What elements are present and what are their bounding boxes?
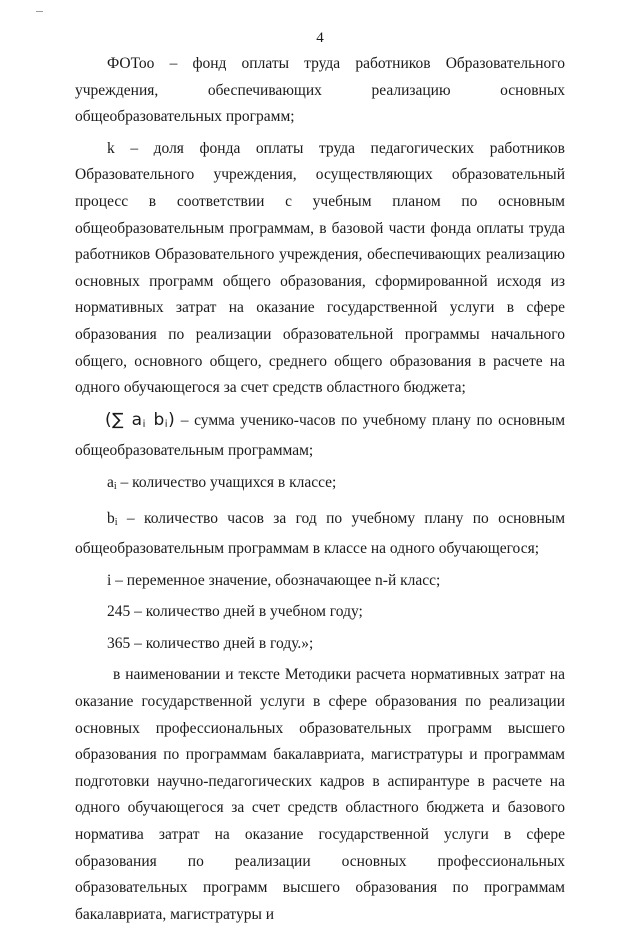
bi-subscript: i [114, 516, 118, 528]
ai-text: – количество учащихся в классе; [116, 473, 337, 491]
definition-fot [75, 51, 565, 131]
definition-ai [75, 470, 565, 501]
k-term: k [107, 139, 115, 157]
definition-k [75, 136, 565, 402]
ai-subscript: i [113, 480, 117, 492]
document-body [75, 51, 565, 933]
amendment-paragraph: в наименовании и тексте Методики расчета нормативных затрат на оказание государственной услуги в сфере образования по реализации основных профессиональных образовательных программ высшего образования по программам бакалавриата, магистратуры и программам подготовки научно-педагогических кадров в аспирантуре в расчете на одного обучающегося за счет средств областного бюджета и базового норматива затрат на оказание государственной услуги в сфере образования по реализации основных профессиональных образовательных программ высшего образования по программам бакалавриата, магистратуры и [75, 666, 565, 923]
sum-text: – сумма ученико-часов по учебному плану по основным общеобразовательным программам; [75, 411, 565, 460]
sum-formula: (∑ $a_i$ $b_i$) [105, 409, 176, 430]
fot-text: – фонд оплаты труда работников Образовательного учреждения, обеспечивающих реализацию основных общеобразовательных программ; [75, 55, 565, 126]
page-number: 4 [316, 30, 324, 46]
fot-term: ФОТоо [107, 55, 155, 72]
definition-sum [75, 407, 565, 465]
k-text: – доля фонда оплаты труда педагогических работников Образовательного учреждения, осуществляющих образовательный процесс в соответствии с учебным планом по основным общеобразовательным программам, в базовой части фонда оплаты труда работников Образовательного учреждения, обеспечивающих реализацию основных программ общего образования, сформированной исходя из нормативных затрат на оказание государственной услуги в сфере образования по реализации образовательной программы начального общего, основного общего, среднего общего образования в расчете на одного обучающегося за счет средств областного бюджета; [75, 139, 565, 397]
bi-term: b [107, 509, 115, 527]
definition-245: 245 – количество дней в учебном году; [107, 603, 363, 621]
bi-text: – количество часов за год по учебному плану по основным общеобразовательным программам в классе на одного обучающегося; [75, 509, 565, 558]
scan-mark [36, 11, 43, 12]
definition-365: 365 – количество дней в году.»; [107, 634, 314, 652]
ai-term: a [107, 473, 114, 491]
definition-i: i – переменное значение, обозначающее n-й класс; [107, 571, 441, 589]
definition-bi [75, 506, 565, 563]
